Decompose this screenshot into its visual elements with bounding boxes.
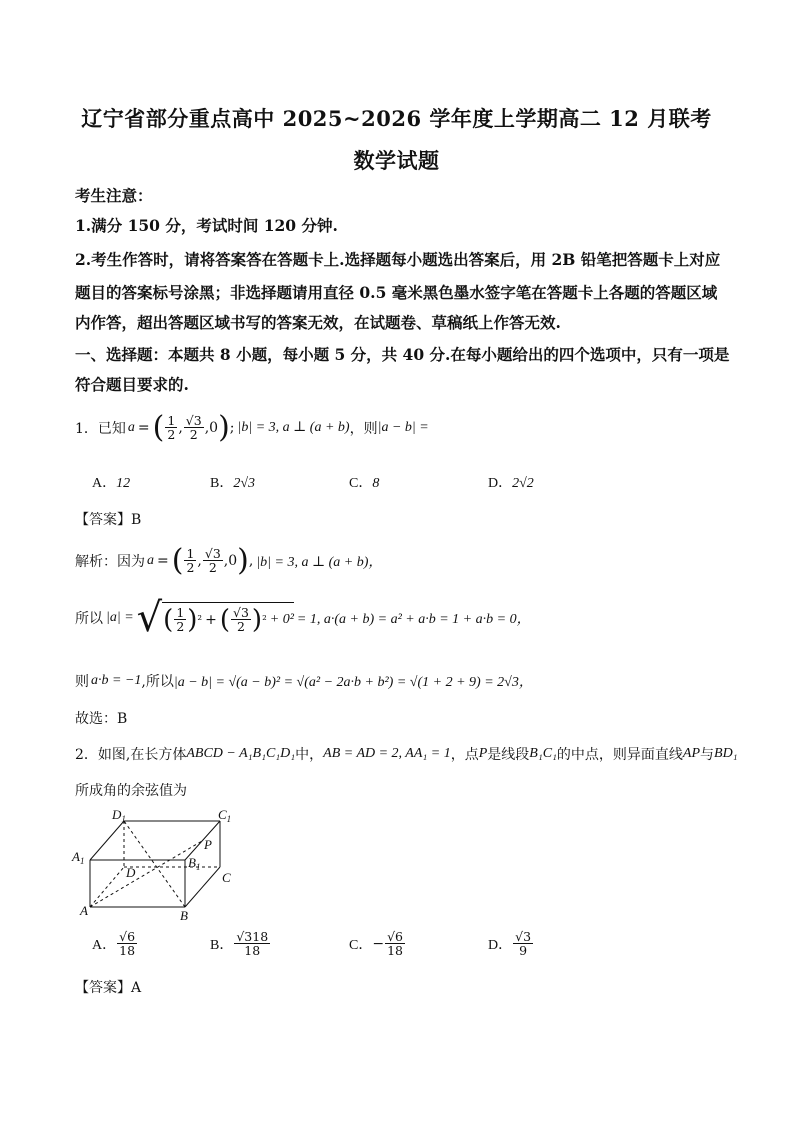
q1-solution-line-1: 解析：因为 a = ( $\frac{1}{2}$ , $\frac{√3}{2}$ ,0 ) , |b| = 3, a ⊥ (a + b)，	[75, 543, 383, 578]
q1-b-norm: |b| = 3, a ⊥ (a + b)	[237, 420, 350, 435]
notice-item-1: 1.满分 150 分，考试时间 120 分钟.	[75, 216, 338, 235]
q1-prefix: 1．已知	[75, 420, 126, 437]
q1-option-a[interactable]: A．12	[92, 476, 131, 491]
label-D: D	[126, 865, 136, 880]
label-A: A	[80, 903, 88, 918]
cuboid-figure	[70, 805, 245, 925]
q2-option-a[interactable]: A． $\frac{√6}{18}$	[92, 929, 136, 959]
q1-zero: ,0	[204, 419, 219, 436]
q2-option-b[interactable]: B． $\frac{√318}{18}$	[210, 929, 269, 959]
label-B: B	[180, 908, 188, 923]
q1-eq: =	[137, 419, 150, 436]
label-C: C	[222, 870, 231, 885]
q1-ask-prefix: ，则	[349, 420, 378, 437]
question-2-line-2: 所成角的余弦值为	[75, 783, 187, 799]
q1-option-c[interactable]: C．8	[349, 476, 380, 491]
q1-frac-half: $\frac{1}{2}$	[167, 412, 176, 442]
q1-option-b[interactable]: B．2√3	[210, 476, 256, 491]
page-title: 辽宁省部分重点高中 2025~2026 学年度上学期高二 12 月联考	[81, 106, 712, 131]
question-2-line-1: 2．如图,在长方体 ABCD − A₁B₁C₁D₁ 中， AB = AD = 2, AA₁ = 1 ，点 P 是线段 B₁C₁ 的中点，则异面直线 AP 与 BD₁	[75, 746, 738, 763]
q1-vec-a: a	[127, 419, 135, 435]
section-heading-line-1: 一、选择题：本题共 8 小题，每小题 5 分，共 40 分.在每小题给出的四个选项中，只有一项是	[75, 345, 730, 364]
notice-heading: 考生注意：	[75, 186, 153, 205]
q1-solution-line-2: 所以 |a| = √ ( $\frac{1}{2}$ ) ² + ( $\frac{√3}{2}$ ) ² + 0² = 1, a·(a + b) = a² + a·b = 1 + a·b = 0，	[75, 595, 531, 641]
q1-choose: 故选：B	[75, 711, 128, 727]
q2-answer: 【答案】A	[75, 980, 142, 996]
label-B1: $B_1$	[188, 855, 201, 872]
label-D1: $D_1$	[112, 807, 126, 824]
q1-ask: |a − b| =	[377, 419, 429, 435]
label-C1: $C_1$	[218, 807, 232, 824]
label-A1: $A_1$	[72, 849, 85, 866]
label-P: P	[204, 837, 212, 852]
notice-item-2-line-3: 内作答，超出答题区域书写的答案无效，在试题卷、草稿纸上作答无效.	[75, 313, 561, 332]
q2-option-d[interactable]: D． $\frac{√3}{9}$	[488, 929, 532, 959]
q1-option-d[interactable]: D．2√2	[488, 476, 534, 491]
q1-frac-sqrt3: $\frac{√3}{2}$	[185, 412, 202, 442]
q2-option-c[interactable]: C． − $\frac{√6}{18}$	[349, 929, 403, 959]
q1-answer: 【答案】B	[75, 512, 142, 528]
section-heading-line-2: 符合题目要求的.	[75, 375, 189, 394]
q1-solution-line-3: 则 a·b = −1 ,所以 |a − b| = √(a − b)² = √(a² − 2a·b + b²) = √(1 + 2 + 9) = 2√3，	[75, 673, 533, 690]
notice-item-2-line-1: 2.考生作答时，请将答案答在答题卡上.选择题每小题选出答案后，用 2B 铅笔把答题卡上对应	[75, 250, 721, 269]
page-subtitle: 数学试题	[353, 148, 440, 173]
notice-item-2-line-2: 题目的答案标号涂黑；非选择题请用直径 0.5 毫米黑色墨水签字笔在答题卡上各题的答题区域	[75, 283, 718, 302]
question-1: 1．已知 a = ( $\frac{1}{2}$ , $\frac{√3}{2}$ ,0 ) ; |b| = 3, a ⊥ (a + b) ，则 |a − b| =	[75, 410, 429, 445]
